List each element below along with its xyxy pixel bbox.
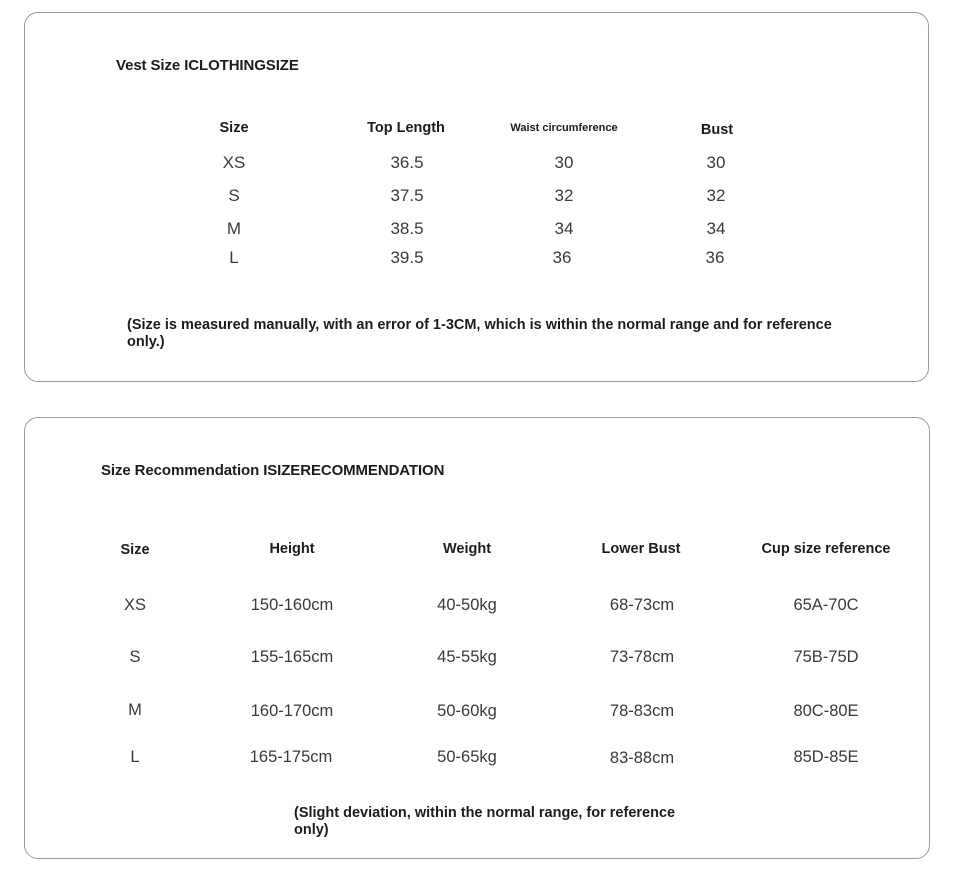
vest-cell-waist: 34: [554, 219, 574, 238]
rec-header-height: Height: [269, 541, 315, 557]
rec-header-weight: Weight: [442, 541, 492, 557]
vest-cell-bust: 36: [705, 248, 725, 267]
rec-cell-weight: 50-65kg: [437, 748, 497, 766]
vest-cell-waist: 36: [552, 248, 572, 267]
vest-cell-size: M: [226, 219, 242, 238]
rec-header-cup-size: Cup size reference: [761, 541, 891, 557]
rec-cell-height: 155-165cm: [250, 648, 334, 666]
vest-cell-top-length: 39.5: [390, 248, 424, 267]
vest-cell-bust: 30: [706, 153, 726, 172]
rec-cell-size: S: [129, 648, 141, 666]
vest-cell-bust: 32: [706, 186, 726, 205]
vest-cell-waist: 32: [554, 186, 574, 205]
vest-cell-top-length: 37.5: [390, 186, 424, 205]
rec-cell-lower-bust: 78-83cm: [609, 702, 675, 720]
rec-cell-weight: 45-55kg: [437, 648, 497, 666]
rec-cell-lower-bust: 68-73cm: [609, 596, 675, 614]
vest-header-top-length: Top Length: [367, 120, 445, 136]
vest-size-note: (Size is measured manually, with an error of 1-3CM, which is within the normal range and for reference only.): [127, 317, 832, 350]
rec-cell-lower-bust: 83-88cm: [609, 749, 675, 767]
rec-cell-height: 160-170cm: [250, 702, 334, 720]
vest-cell-size: L: [229, 248, 239, 267]
size-recommendation-note: (Slight deviation, within the normal range, for reference only): [294, 805, 676, 838]
vest-header-waist: Waist circumference: [510, 122, 618, 134]
vest-cell-waist: 30: [554, 153, 574, 172]
size-recommendation-card: [24, 417, 930, 859]
vest-cell-size: S: [228, 186, 240, 205]
vest-header-size: Size: [219, 120, 249, 136]
vest-cell-top-length: 36.5: [390, 153, 424, 172]
vest-cell-top-length: 38.5: [390, 219, 424, 238]
vest-cell-size: XS: [222, 153, 246, 172]
rec-cell-size: XS: [123, 596, 147, 614]
rec-header-lower-bust: Lower Bust: [601, 541, 681, 557]
rec-cell-size: L: [130, 748, 140, 766]
rec-cell-cup-size: 80C-80E: [793, 702, 859, 720]
rec-cell-cup-size: 75B-75D: [793, 648, 859, 666]
rec-cell-cup-size: 85D-85E: [793, 748, 859, 766]
rec-cell-lower-bust: 73-78cm: [609, 648, 675, 666]
vest-size-title: Vest Size ICLOTHINGSIZE: [116, 57, 299, 74]
vest-cell-bust: 34: [706, 219, 726, 238]
rec-cell-height: 165-175cm: [249, 748, 333, 766]
vest-header-bust: Bust: [700, 122, 734, 138]
rec-cell-cup-size: 65A-70C: [793, 596, 859, 614]
rec-cell-weight: 40-50kg: [437, 596, 497, 614]
rec-cell-size: M: [128, 701, 142, 719]
rec-cell-height: 150-160cm: [250, 596, 334, 614]
rec-header-size: Size: [120, 542, 150, 558]
size-recommendation-title: Size Recommendation ISIZERECOMMENDATION: [101, 462, 445, 479]
rec-cell-weight: 50-60kg: [437, 702, 497, 720]
